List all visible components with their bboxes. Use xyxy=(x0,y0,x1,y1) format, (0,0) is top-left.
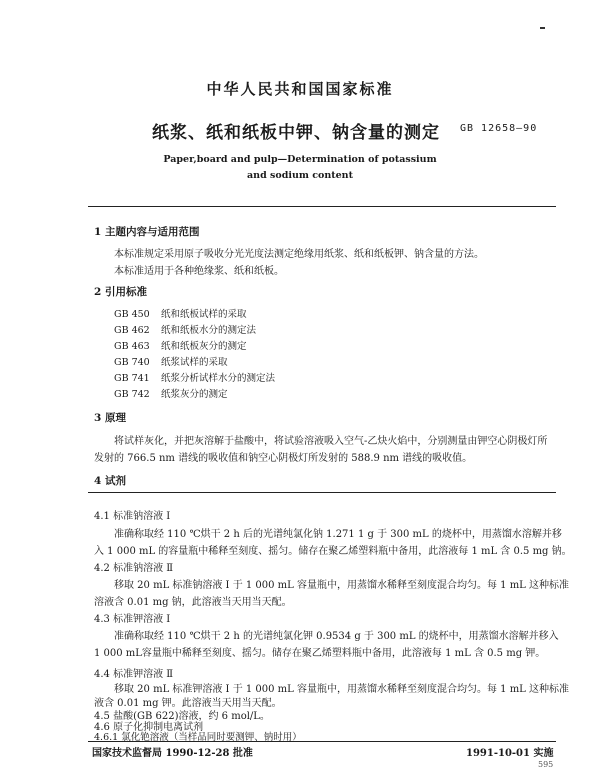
section-3-heading: 3 原理 xyxy=(94,412,126,424)
section-4-rule xyxy=(88,492,556,493)
section-4-3-line-1: 准确称取经 110 ℃烘干 2 h 的光谱纯氯化钾 0.9534 g 于 300 mL 的烧杯中，用蒸馏水溶解并移入 xyxy=(114,631,559,642)
section-4-6-1: 4.6.1 氯化铯溶液（当样品同时要测钾、钠时用） xyxy=(94,732,302,743)
reference-text: 纸和纸板灰分的测定 xyxy=(161,341,247,352)
reference-text: 纸和纸板水分的测定法 xyxy=(161,325,257,336)
section-4-1-title: 4.1 标准钠溶液 Ⅰ xyxy=(94,511,171,522)
section-3-line-2: 发射的 766.5 nm 谱线的吸收值和钠空心阴极灯所发射的 588.9 nm 谱线的吸收值。 xyxy=(94,453,473,464)
reference-code: GB 463 xyxy=(114,341,150,352)
section-4-1-line-1: 准确称取经 110 ℃烘干 2 h 后的光谱纯氯化钠 1.271 1 g 于 300 mL 的烧杯中，用蒸馏水溶解并移 xyxy=(114,529,562,540)
reference-text: 纸浆分析试样水分的测定法 xyxy=(161,373,276,384)
reference-item xyxy=(114,370,275,384)
section-4-4-title: 4.4 标准钾溶液 Ⅱ xyxy=(94,669,174,680)
reference-item xyxy=(114,322,256,336)
section-1-para-2: 本标准适用于各种绝缘浆、纸和纸板。 xyxy=(114,266,284,277)
page-number: 595 xyxy=(538,760,554,769)
reference-code: GB 741 xyxy=(114,373,150,384)
reference-code: GB 740 xyxy=(114,357,150,368)
national-standard-heading: 中华人民共和国国家标准 xyxy=(206,80,394,98)
section-4-4-line-2: 液含 0.01 mg 钾。此溶液当天用当天配。 xyxy=(94,698,282,709)
reference-text: 纸浆试样的采取 xyxy=(161,357,228,368)
section-4-6: 4.6 原子化抑制电离试剂 xyxy=(94,722,204,733)
section-4-4-line-1: 移取 20 mL 标准钾溶液 Ⅰ 于 1 000 mL 容量瓶中，用蒸馏水稀释至刻度混合均匀。每 1 mL 这种标准 xyxy=(114,684,569,695)
section-2-heading: 2 引用标准 xyxy=(94,286,147,298)
reference-text: 纸和纸板试样的采取 xyxy=(161,309,247,320)
header-rule xyxy=(88,206,556,207)
approval-date: 国家技术监督局 1990-12-28 批准 xyxy=(92,748,253,759)
document-title-en-line1: Paper,board and pulp—Determination of potassium xyxy=(163,154,437,165)
reference-code: GB 450 xyxy=(114,309,150,320)
section-4-2-line-2: 溶液含 0.01 mg 钠，此溶液当天用当天配。 xyxy=(94,597,292,608)
reference-text: 纸浆灰分的测定 xyxy=(161,389,228,400)
section-4-1-line-2: 入 1 000 mL 的容量瓶中稀释至刻度、摇匀。储存在聚乙烯塑料瓶中备用，此溶液每 1 mL 含 0.5 mg 钠。 xyxy=(94,546,572,557)
section-4-2-title: 4.2 标准钠溶液 Ⅱ xyxy=(94,563,174,574)
section-1-para-1: 本标准规定采用原子吸收分光光度法测定绝缘用纸浆、纸和纸板钾、钠含量的方法。 xyxy=(114,249,484,260)
scan-mark xyxy=(540,27,545,29)
document-title-en-line2: and sodium content xyxy=(247,170,353,181)
section-4-2-line-1: 移取 20 mL 标准钠溶液 Ⅰ 于 1 000 mL 容量瓶中，用蒸馏水稀释至刻度混合均匀。每 1 mL 这种标准 xyxy=(114,580,569,591)
reference-item xyxy=(114,386,228,400)
reference-item xyxy=(114,306,247,320)
reference-item xyxy=(114,354,228,368)
standard-number: GB 12658—90 xyxy=(460,123,538,134)
reference-code: GB 462 xyxy=(114,325,150,336)
section-4-heading: 4 试剂 xyxy=(94,475,126,487)
document-title-zh: 纸浆、纸和纸板中钾、钠含量的测定 xyxy=(152,123,440,143)
section-3-line-1: 将试样灰化，并把灰溶解于盐酸中，将试验溶液吸入空气-乙炔火焰中，分别测量由钾空心阴极灯所 xyxy=(114,436,548,447)
implementation-date: 1991-10-01 实施 xyxy=(466,748,554,759)
section-4-3-line-2: 1 000 mL容量瓶中稀释至刻度、摇匀。储存在聚乙烯塑料瓶中备用，此溶液每 1 mL 含 0.5 mg 钾。 xyxy=(94,648,546,659)
section-4-3-title: 4.3 标准钾溶液 Ⅰ xyxy=(94,614,171,625)
reference-item xyxy=(114,338,247,352)
reference-code: GB 742 xyxy=(114,389,150,400)
section-4-5: 4.5 盐酸(GB 622)溶液，约 6 mol/L。 xyxy=(94,711,270,722)
section-1-heading: 1 主题内容与适用范围 xyxy=(94,226,200,238)
